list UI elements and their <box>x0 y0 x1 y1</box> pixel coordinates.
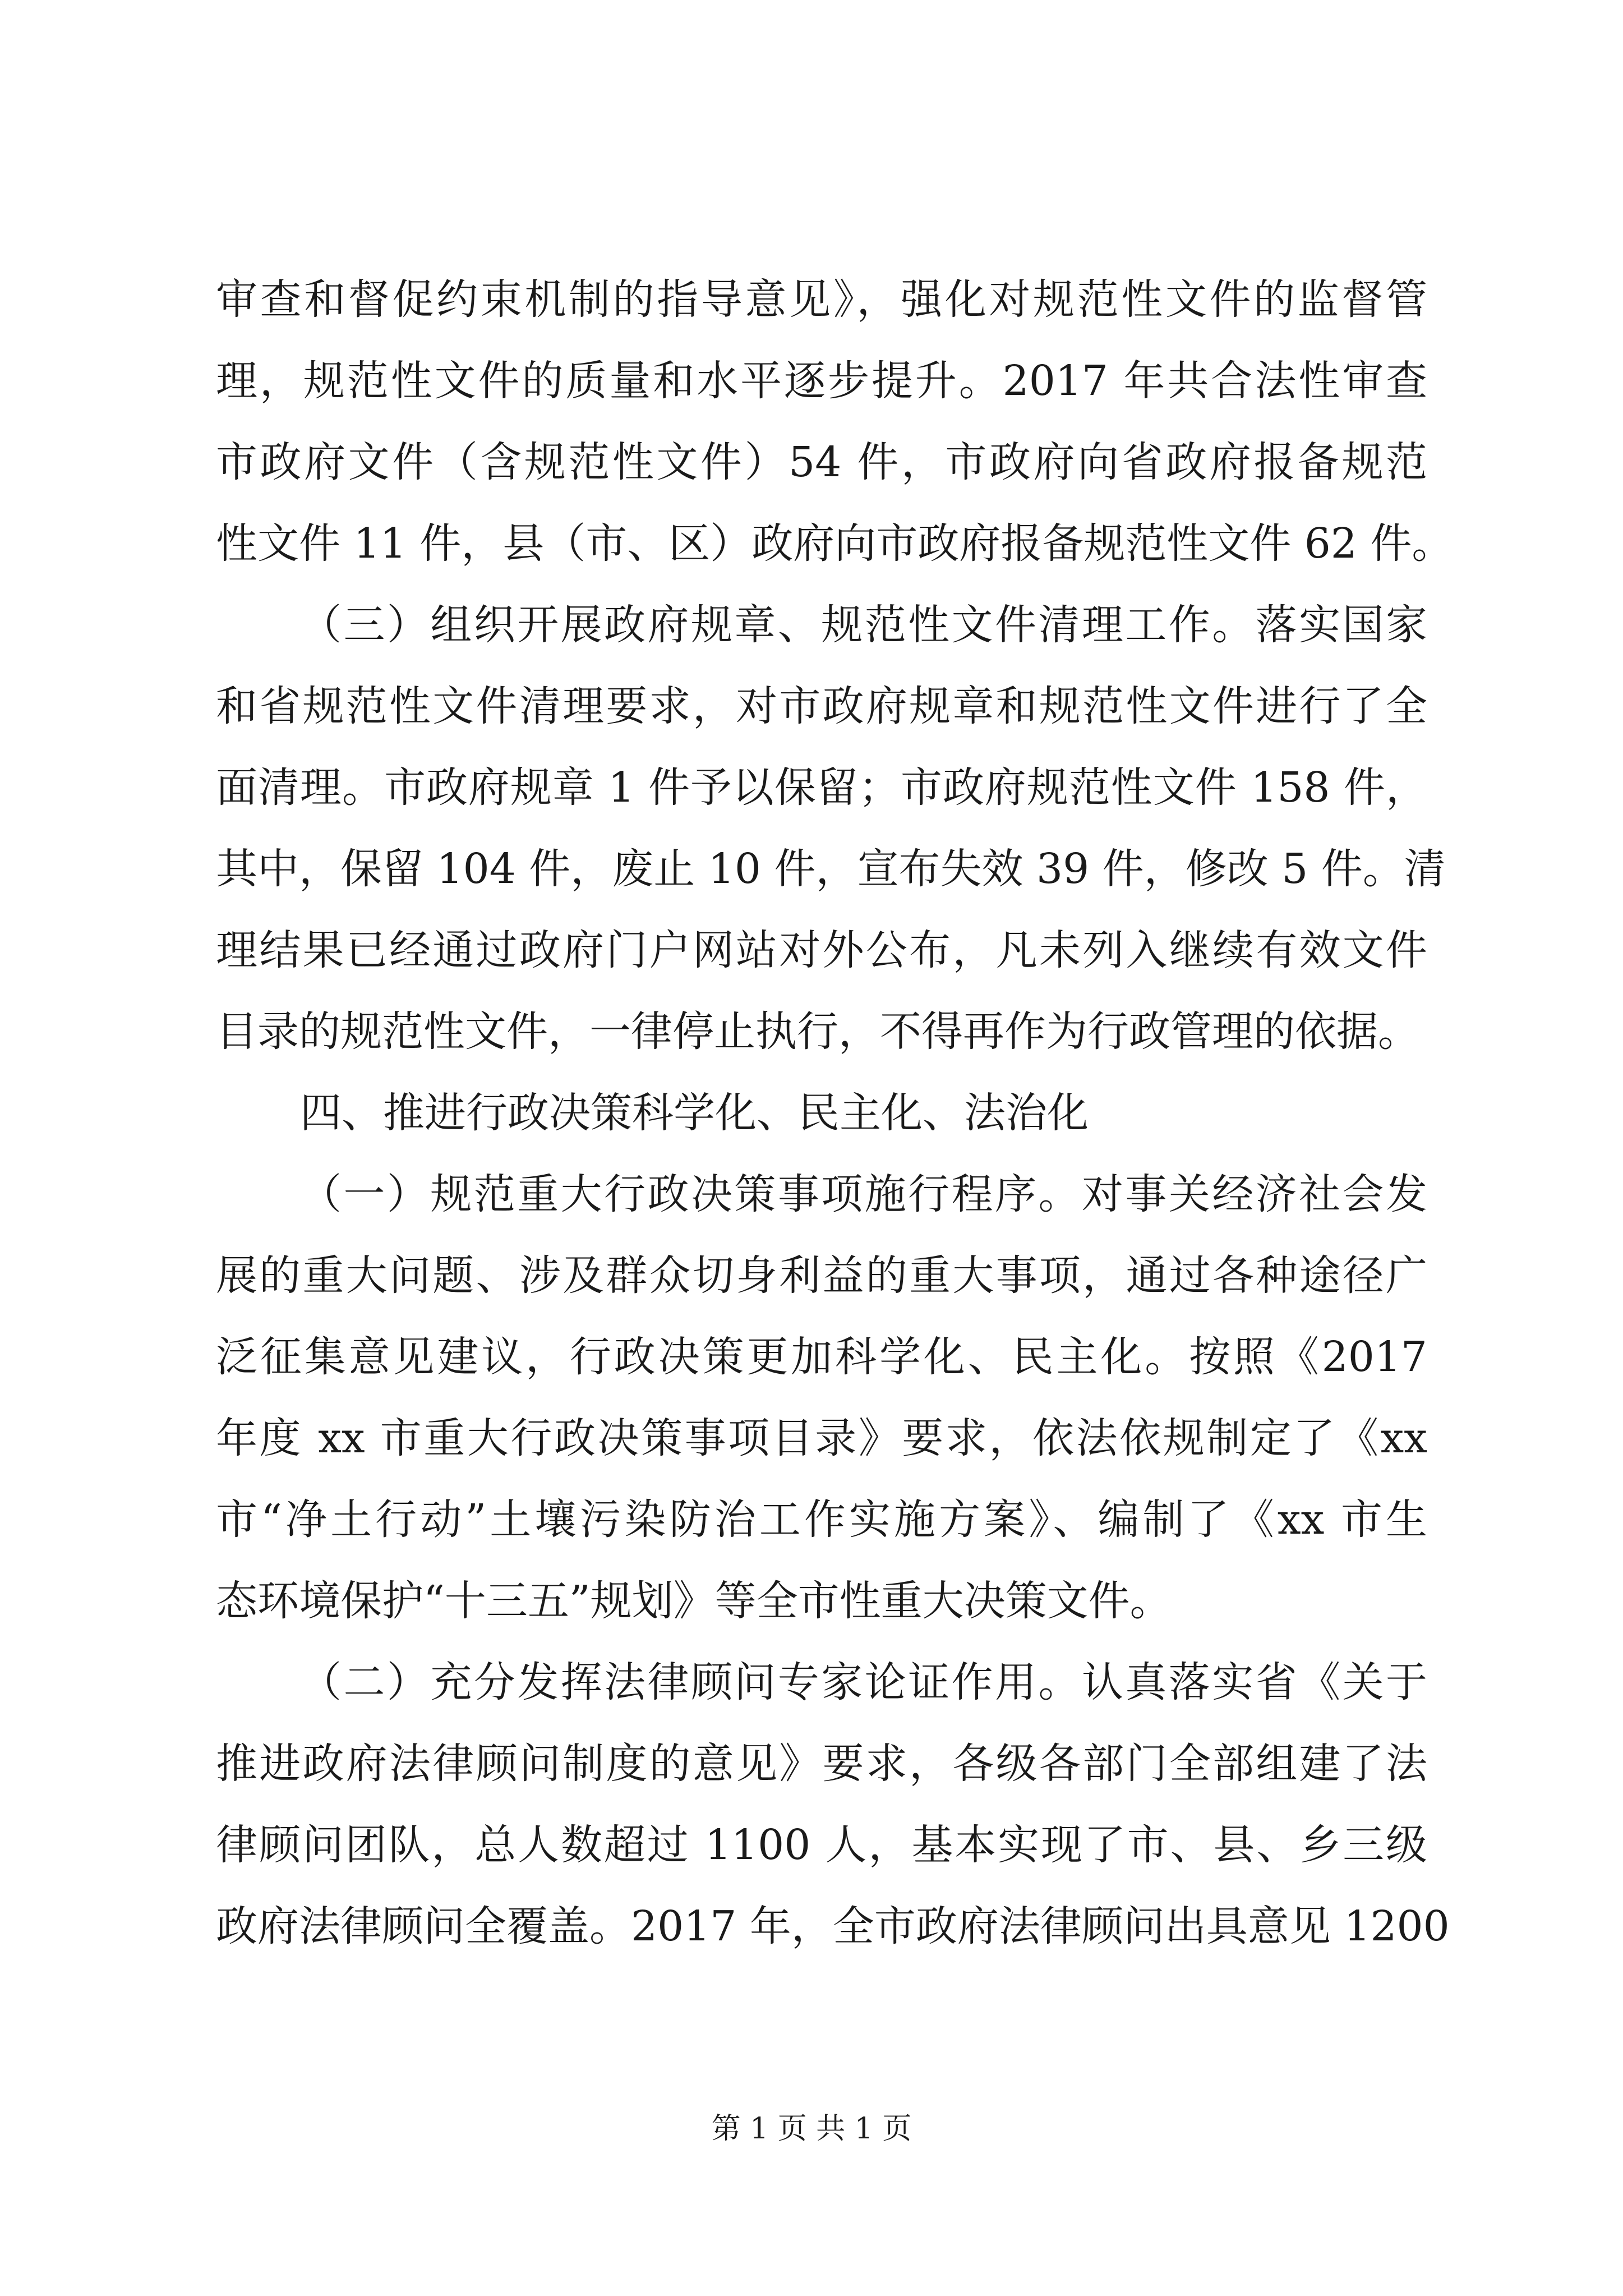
section-heading-3: （三）组织开展政府规章、规范性文件清理工作。落实国家 <box>300 601 1427 649</box>
text-line: 态环境保护“十三五”规划》等全市性重大决策文件。 <box>216 1577 1172 1625</box>
page-footer: 第 1 页 共 1 页 <box>711 2112 912 2146</box>
subsection-heading-2: （二）充分发挥法律顾问专家论证作用。认真落实省《关于 <box>300 1658 1427 1706</box>
text-line: 理结果已经通过政府门户网站对外公布，凡未列入继续有效文件 <box>216 926 1427 974</box>
text-line: 市“净土行动”土壤污染防治工作实施方案》、编制了《xx 市生 <box>216 1496 1427 1544</box>
text-line: 律顾问团队，总人数超过 1100 人，基本实现了市、县、乡三级 <box>216 1821 1427 1869</box>
text-line: 理，规范性文件的质量和水平逐步提升。2017 年共合法性审查 <box>216 357 1427 405</box>
text-line: 和省规范性文件清理要求，对市政府规章和规范性文件进行了全 <box>216 682 1427 730</box>
text-line: 年度 xx 市重大行政决策事项目录》要求，依法依规制定了《xx <box>216 1414 1427 1462</box>
section-heading-4: 四、推进行政决策科学化、民主化、法治化 <box>300 1089 1089 1137</box>
document-body <box>216 259 1454 1967</box>
text-line: 推进政府法律顾问制度的意见》要求，各级各部门全部组建了法 <box>216 1740 1427 1788</box>
text-line: 面清理。市政府规章 1 件予以保留；市政府规范性文件 158 件， <box>216 763 1427 812</box>
text-line: 审查和督促约束机制的指导意见》，强化对规范性文件的监督管 <box>216 275 1427 324</box>
text-line: 泛征集意见建议，行政决策更加科学化、民主化。按照《2017 <box>216 1333 1427 1381</box>
text-line: 政府法律顾问全覆盖。2017 年，全市政府法律顾问出具意见 1200 <box>216 1902 1450 1950</box>
subsection-heading-1: （一）规范重大行政决策事项施行程序。对事关经济社会发 <box>300 1170 1427 1218</box>
text-line: 性文件 11 件，县（市、区）政府向市政府报备规范性文件 62 件。 <box>216 519 1454 568</box>
text-line: 目录的规范性文件，一律停止执行，不得再作为行政管理的依据。 <box>216 1007 1419 1056</box>
text-line: 展的重大问题、涉及群众切身利益的重大事项，通过各种途径广 <box>216 1251 1427 1300</box>
text-line: 其中，保留 104 件，废止 10 件，宣布失效 39 件，修改 5 件。清 <box>216 845 1446 893</box>
text-line: 市政府文件（含规范性文件）54 件，市政府向省政府报备规范 <box>216 438 1427 486</box>
